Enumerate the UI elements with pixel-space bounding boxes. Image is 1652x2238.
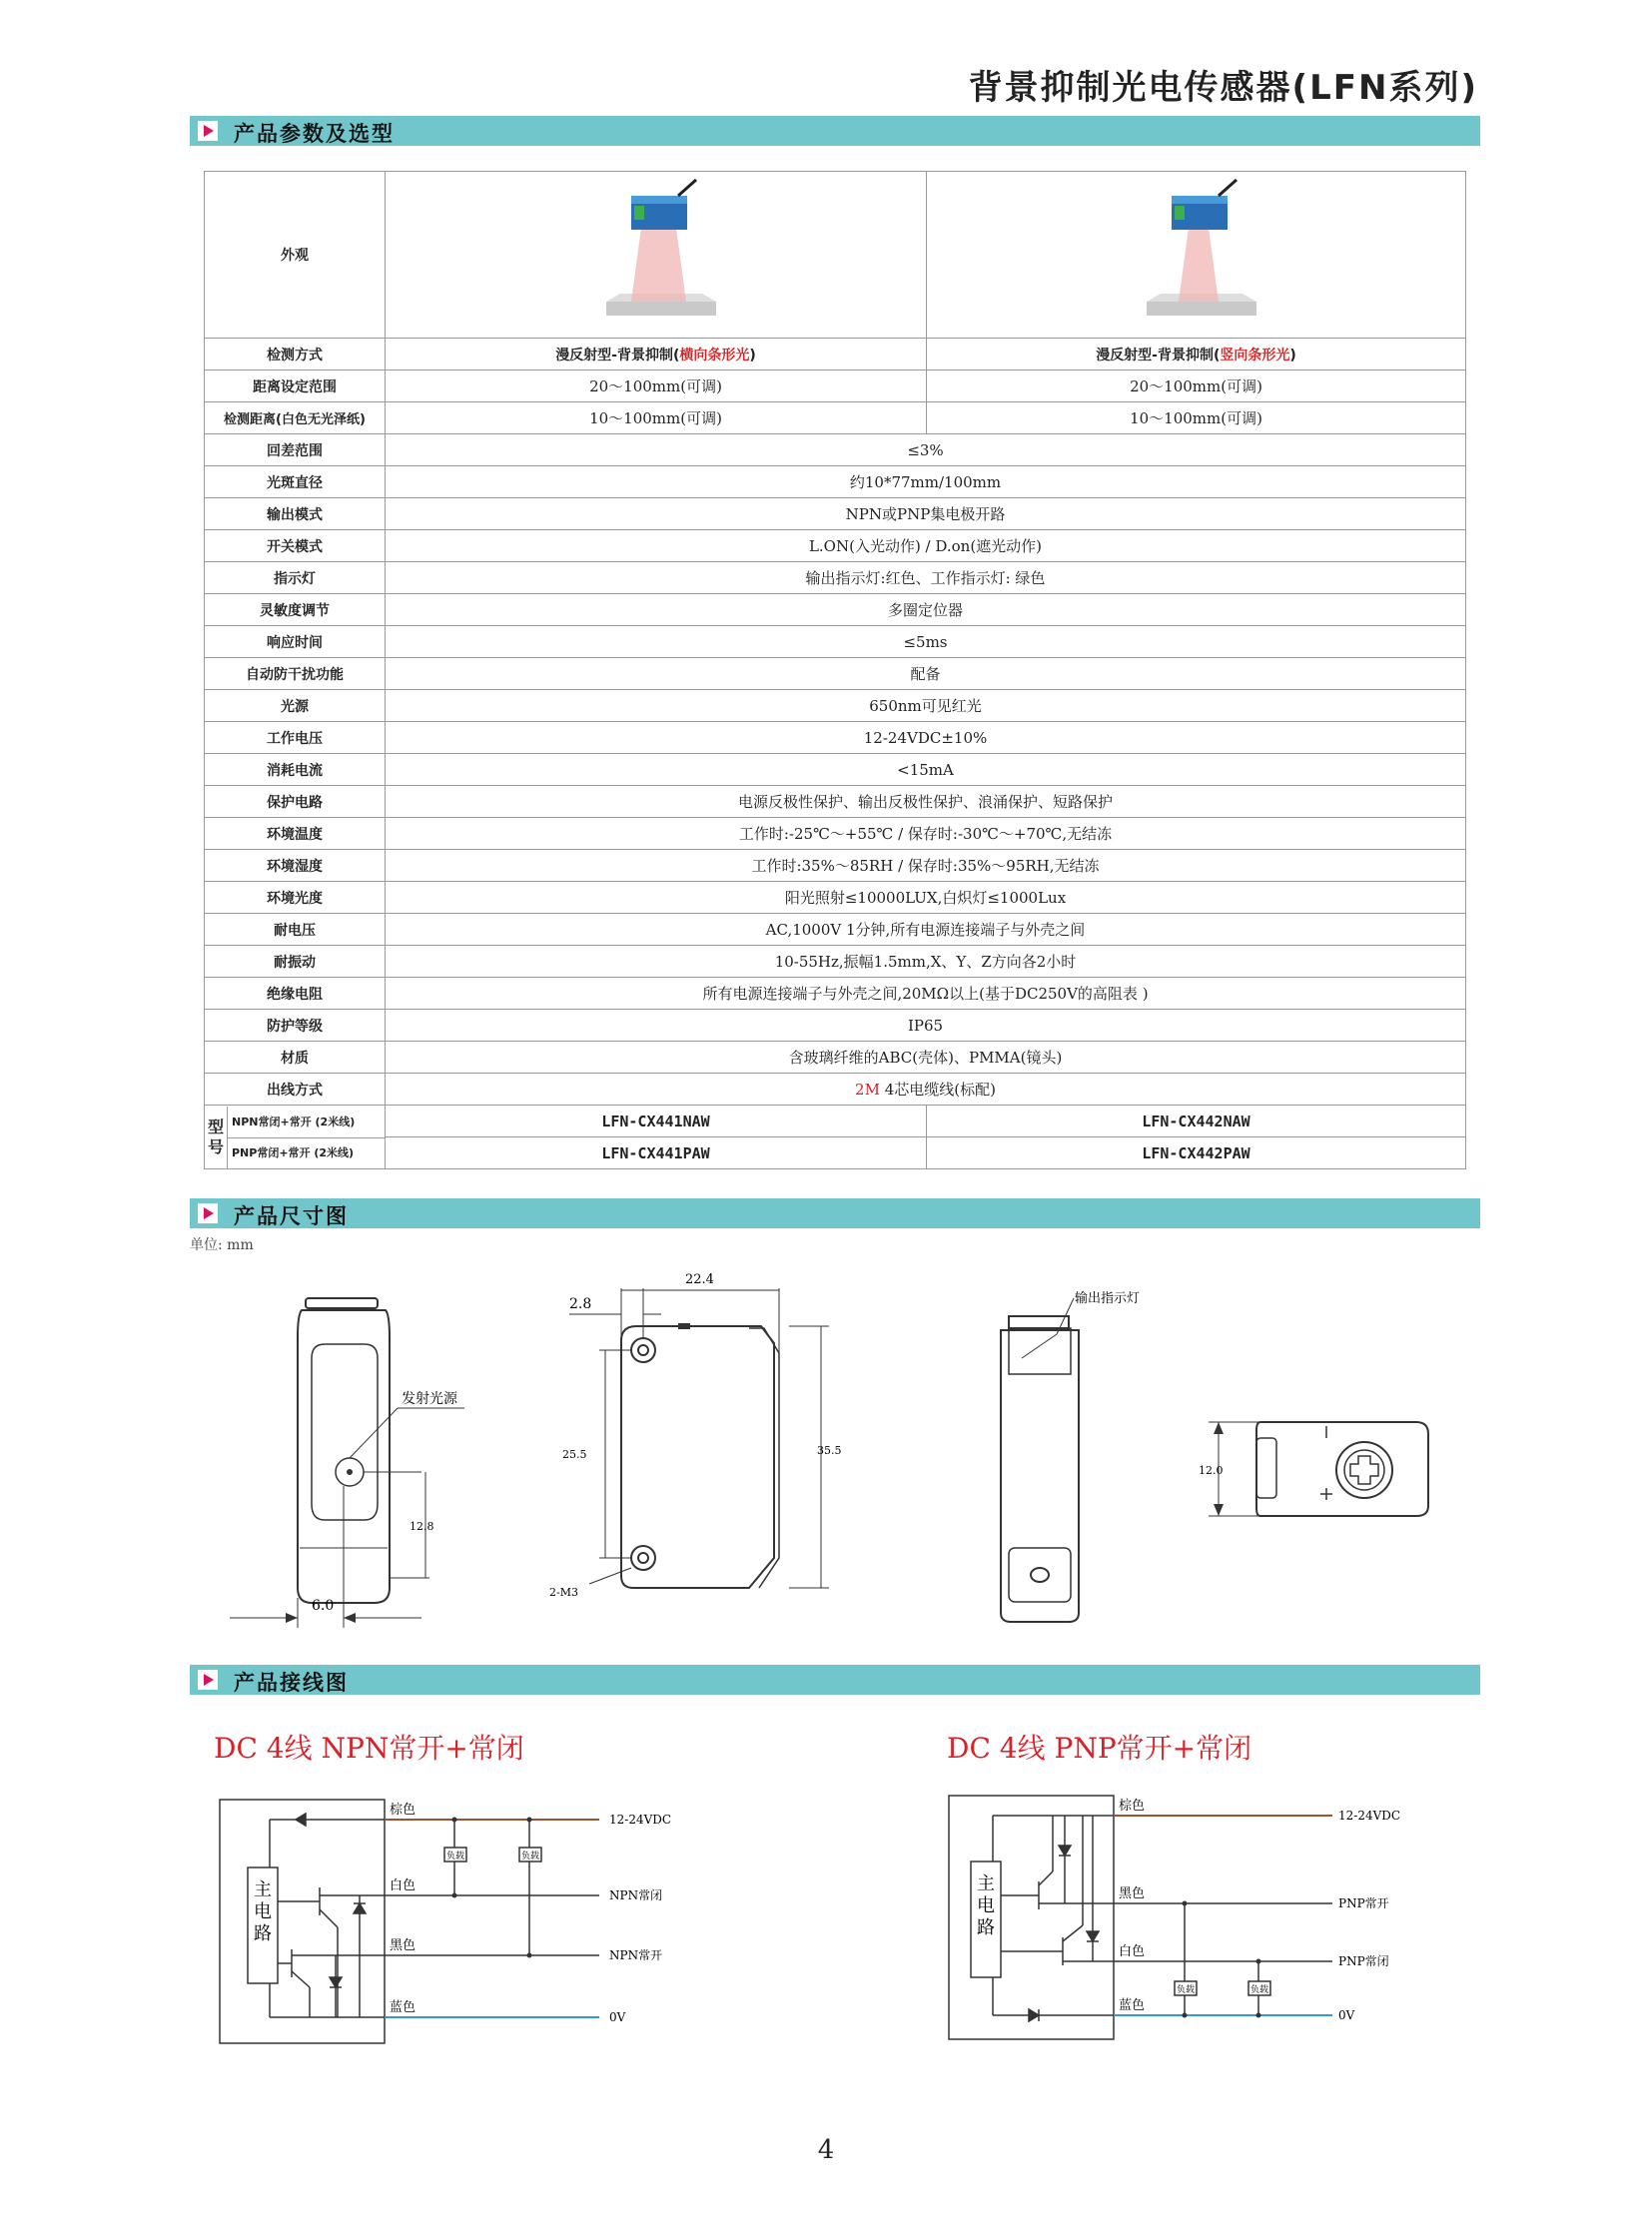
section-title: 产品尺寸图 <box>234 1204 349 1228</box>
load-label: 负载 <box>521 1852 540 1862</box>
cell-value: 所有电源连接端子与外壳之间,20MΩ以上(基于DC250V的高阻表 ) <box>386 978 1466 1010</box>
row-label: 回差范围 <box>205 434 386 466</box>
pnp-wiring-diagram <box>943 1788 1462 2057</box>
row-label: 光源 <box>205 690 386 722</box>
arrow-icon <box>198 121 218 141</box>
arrow-icon <box>198 1203 218 1223</box>
npn-nc: NPN常闭 <box>609 1888 663 1902</box>
unit-label: 单位: mm <box>190 1237 254 1253</box>
npn-0v: 0V <box>609 2010 626 2024</box>
main-circuit-label: 路 <box>977 1917 995 1938</box>
model-type-npn: NPN常闭+常开 (2米线) <box>228 1107 385 1138</box>
front-view <box>230 1298 464 1628</box>
row-label: 耐电压 <box>205 914 386 946</box>
wire-blue: 蓝色 <box>1119 1998 1146 2013</box>
model-type-pnp: PNP常闭+常开 (2米线) <box>232 1145 355 1159</box>
model-code: LFN-CX441PAW <box>386 1137 927 1169</box>
model-code: LFN-CX442NAW <box>927 1106 1466 1137</box>
cell-value: 多圈定位器 <box>386 594 1466 626</box>
row-label: 检测方式 <box>205 339 386 371</box>
dim-6-0: 6.0 <box>312 1598 335 1614</box>
model-code: LFN-CX442PAW <box>927 1137 1466 1169</box>
side-view <box>569 1288 829 1588</box>
cell-value: 工作时:-25℃～+55℃ / 保存时:-30℃～+70℃,无结冻 <box>386 818 1466 850</box>
row-label: 外观 <box>205 172 386 339</box>
section-bar-wiring <box>190 1665 1480 1695</box>
npn-v12: 12-24VDC <box>609 1813 672 1827</box>
row-label: 耐振动 <box>205 946 386 978</box>
wire-black: 黑色 <box>1119 1886 1146 1901</box>
mode-col2: 漫反射型-背景抑制(竖向条形光) <box>927 339 1466 371</box>
pnp-nc: PNP常闭 <box>1338 1954 1389 1968</box>
page-title: 背景抑制光电传感器(LFN系列) <box>968 68 1478 108</box>
cell-value: 阳光照射≤10000LUX,白炽灯≤1000Lux <box>386 882 1466 914</box>
wire-brown: 棕色 <box>1119 1799 1146 1814</box>
main-circuit-label: 电 <box>254 1901 272 1922</box>
dim-2-8: 2.8 <box>569 1296 592 1312</box>
dim-2-m3: 2-M3 <box>549 1586 578 1599</box>
cell-value: 20～100mm(可调) <box>386 371 927 402</box>
row-label: 环境温度 <box>205 818 386 850</box>
row-label: 消耗电流 <box>205 754 386 786</box>
cell-value: AC,1000V 1分钟,所有电源连接端子与外壳之间 <box>386 914 1466 946</box>
cell-value: ≤5ms <box>386 626 1466 658</box>
row-label: 开关模式 <box>205 530 386 562</box>
section-bar-params <box>190 116 1480 146</box>
row-label: 环境湿度 <box>205 850 386 882</box>
cell-value: 电源反极性保护、输出反极性保护、浪涌保护、短路保护 <box>386 786 1466 818</box>
dim-35-5: 35.5 <box>817 1444 842 1457</box>
model-code: LFN-CX441NAW <box>386 1106 927 1137</box>
row-label: 绝缘电阻 <box>205 978 386 1010</box>
row-label: 出线方式 <box>205 1074 386 1106</box>
main-circuit-label: 主 <box>977 1873 995 1894</box>
row-label: 指示灯 <box>205 562 386 594</box>
sensor-image-vertical <box>927 172 1466 339</box>
cell-value: IP65 <box>386 1010 1466 1042</box>
model-label: 号 <box>207 1136 224 1156</box>
sensor-image-horizontal <box>386 172 927 339</box>
section-title: 产品接线图 <box>234 1671 349 1695</box>
wire-white: 白色 <box>390 1878 416 1893</box>
load-label: 负载 <box>1250 1985 1269 1995</box>
wire-brown: 棕色 <box>390 1803 416 1818</box>
spec-table <box>204 171 1466 1169</box>
top-view <box>1209 1422 1428 1516</box>
main-circuit-label: 主 <box>254 1879 272 1900</box>
back-view <box>1001 1298 1079 1622</box>
section-title: 产品参数及选型 <box>234 122 395 146</box>
cell-value: 输出指示灯:红色、工作指示灯: 绿色 <box>386 562 1466 594</box>
wire-black: 黑色 <box>390 1938 416 1953</box>
cell-value: ≤3% <box>386 434 1466 466</box>
pnp-v12: 12-24VDC <box>1338 1809 1401 1823</box>
cell-value: <15mA <box>386 754 1466 786</box>
dim-22-4: 22.4 <box>685 1272 714 1287</box>
row-label: 灵敏度调节 <box>205 594 386 626</box>
pnp-0v: 0V <box>1338 2008 1355 2022</box>
row-label: 输出模式 <box>205 498 386 530</box>
npn-wiring-title: DC 4线 NPN常开+常闭 <box>214 1732 524 1765</box>
cell-value: 12-24VDC±10% <box>386 722 1466 754</box>
cell-value: 10～100mm(可调) <box>927 402 1466 434</box>
cell-value: 工作时:35%～85RH / 保存时:35%～95RH,无结冻 <box>386 850 1466 882</box>
row-label: 材质 <box>205 1042 386 1074</box>
dim-12-8: 12.8 <box>410 1520 434 1533</box>
cell-value: 约10*77mm/100mm <box>386 466 1466 498</box>
arrow-icon <box>198 1670 218 1690</box>
npn-wiring-diagram <box>210 1788 729 2057</box>
cell-value: 10-55Hz,振幅1.5mm,X、Y、Z方向各2小时 <box>386 946 1466 978</box>
wire-white: 白色 <box>1119 1944 1146 1959</box>
row-label: 响应时间 <box>205 626 386 658</box>
npn-no: NPN常开 <box>609 1948 663 1962</box>
pnp-no: PNP常开 <box>1338 1896 1389 1910</box>
mode-col1: 漫反射型-背景抑制(横向条形光) <box>386 339 927 371</box>
row-label: 环境光度 <box>205 882 386 914</box>
cell-value: L.ON(入光动作) / D.on(遮光动作) <box>386 530 1466 562</box>
main-circuit-label: 路 <box>254 1923 272 1944</box>
wire-blue: 蓝色 <box>390 2000 416 2015</box>
load-label: 负载 <box>1177 1985 1196 1995</box>
dim-12-0: 12.0 <box>1199 1464 1224 1477</box>
cell-value: NPN或PNP集电极开路 <box>386 498 1466 530</box>
row-label: 保护电路 <box>205 786 386 818</box>
row-label: 工作电压 <box>205 722 386 754</box>
cell-value: 650nm可见红光 <box>386 690 1466 722</box>
section-bar-dims <box>190 1198 1480 1228</box>
model-header <box>205 1106 386 1169</box>
model-label: 型 <box>207 1117 224 1136</box>
row-label: 防护等级 <box>205 1010 386 1042</box>
row-label: 检测距离(白色无光泽纸) <box>205 402 386 434</box>
main-circuit-label: 电 <box>977 1895 995 1916</box>
dimension-drawings <box>190 1258 1488 1638</box>
cell-value: 10～100mm(可调) <box>386 402 927 434</box>
row-label: 自动防干扰功能 <box>205 658 386 690</box>
cable-value: 2M 4芯电缆线(标配) <box>386 1074 1466 1106</box>
cell-value: 20～100mm(可调) <box>927 371 1466 402</box>
page-number: 4 <box>817 2135 835 2165</box>
row-label: 距离设定范围 <box>205 371 386 402</box>
dim-25-5: 25.5 <box>562 1448 587 1461</box>
row-label: 光斑直径 <box>205 466 386 498</box>
emit-source-label: 发射光源 <box>402 1391 457 1407</box>
cell-value: 配备 <box>386 658 1466 690</box>
load-label: 负载 <box>446 1852 465 1862</box>
pnp-wiring-title: DC 4线 PNP常开+常闭 <box>947 1732 1252 1765</box>
cell-value: 含玻璃纤维的ABC(壳体)、PMMA(镜头) <box>386 1042 1466 1074</box>
indicator-label: 输出指示灯 <box>1075 1291 1141 1306</box>
